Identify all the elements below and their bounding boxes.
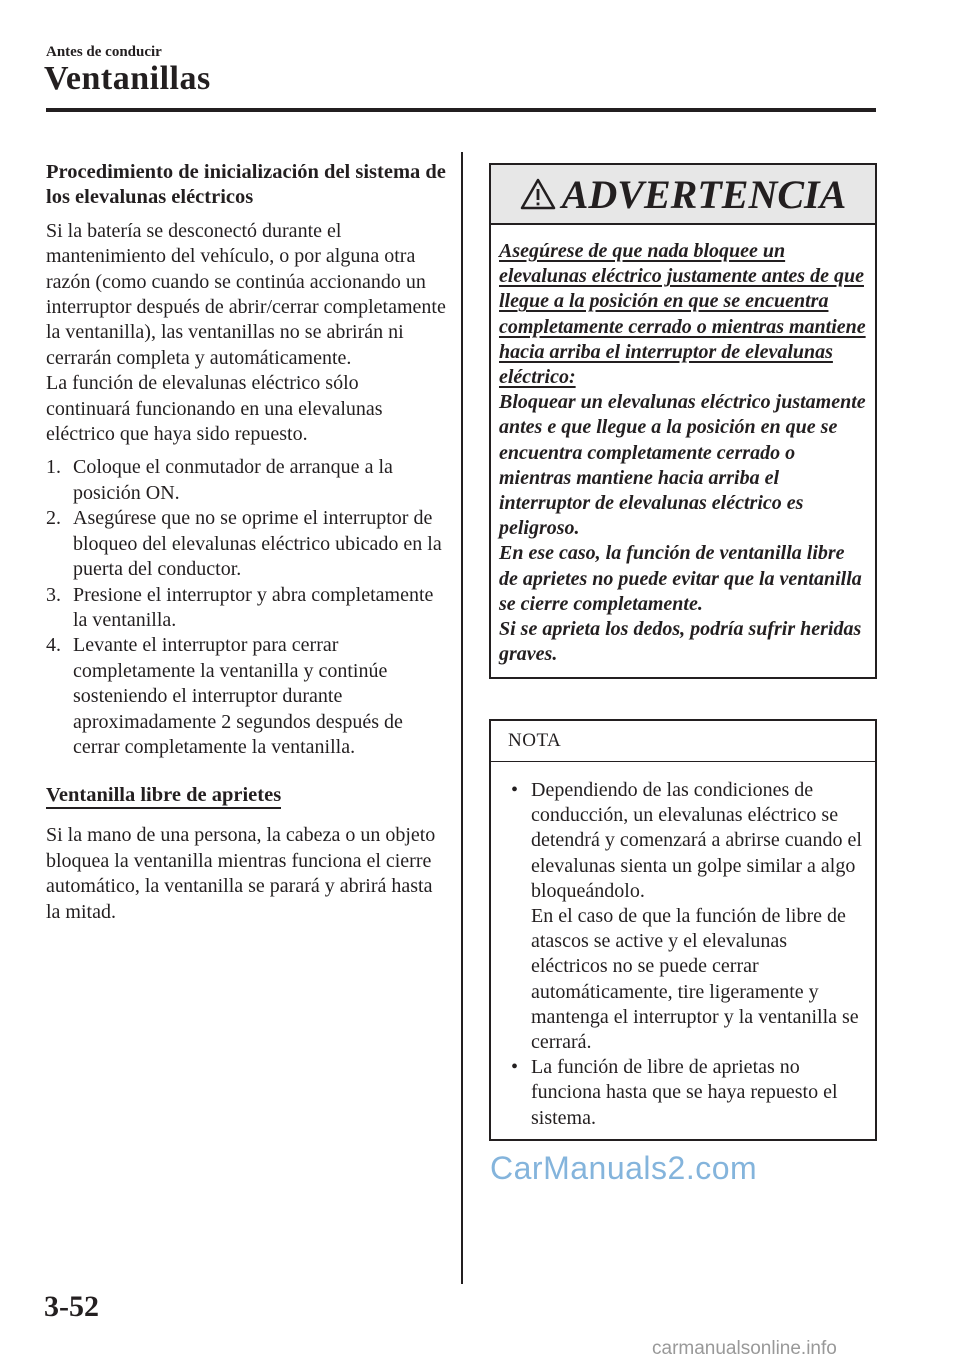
note-text: Dependiendo de las condiciones de conducción, un elevalunas eléctrico se detendrá y comenzará a abrirse cuando el elevalunas sienta un golpe similar a algo bloqueándolo. xyxy=(531,779,862,902)
step-number: 4. xyxy=(46,634,61,657)
step-number: 3. xyxy=(46,583,61,606)
section-heading: Procedimiento de inicialización del sistema de los elevalunas eléctricos xyxy=(46,161,446,209)
note-text: La función de libre de aprietas no funciona hasta que se haya repuesto el sistema. xyxy=(531,1056,838,1129)
warning-text: Bloquear un elevalunas eléctrico justamente antes e que llegue a la posición en que se encuentra completamente cerrado o mientras mantiene hacia arriba el interruptor de elevalunas eléctrico es peligroso. xyxy=(499,391,866,540)
body-paragraph: Si la mano de una persona, la cabeza o un objeto bloquea la ventanilla mientras funciona el cierre automático, la ventanilla se parará y abrirá hasta la mitad. xyxy=(46,824,436,923)
note-text: En el caso de que la función de libre de atascos se active y el elevalunas eléctricos no se puede cerrar automáticamente, tire ligeramente y mantenga el interruptor y la ventanilla se cerrará. xyxy=(531,905,859,1054)
note-item xyxy=(503,778,863,1055)
page-number: 3-52 xyxy=(44,1290,99,1323)
subsection-heading: Ventanilla libre de aprietes xyxy=(46,784,281,809)
intro-paragraph-2: La función de elevalunas eléctrico sólo continuará funcionando en una elevalunas eléctrico que haya sido repuesto. xyxy=(46,372,383,446)
bullet: • xyxy=(511,1056,519,1079)
watermark-logo: CarManuals2.com xyxy=(490,1150,758,1186)
steps-list xyxy=(46,455,446,760)
header-rule xyxy=(46,108,876,112)
warning-box xyxy=(489,163,877,679)
warning-body xyxy=(491,225,875,667)
step-item xyxy=(46,455,446,506)
step-text: Coloque el conmutador de arranque a la posición ON. xyxy=(73,456,393,504)
step-text: Levante el interruptor para cerrar completamente la ventanilla y continúe sosteniendo el interruptor durante aproximadamente 2 segundos después de cerrar completamente la ventanilla. xyxy=(73,634,403,758)
warning-text: En ese caso, la función de ventanilla libre de aprietes no puede evitar que la ventanilla se cierre completamente. xyxy=(499,542,862,615)
column-divider xyxy=(461,152,463,1284)
note-box xyxy=(489,719,877,1141)
note-body xyxy=(491,762,875,1131)
section-label: Antes de conducir xyxy=(46,44,162,60)
step-text: Asegúrese que no se oprime el interruptor de bloqueo del elevalunas eléctrico ubicado en la puerta del conductor. xyxy=(73,507,442,581)
warning-title: ADVERTENCIA xyxy=(561,171,847,217)
step-item xyxy=(46,506,446,582)
chapter-title: Ventanillas xyxy=(44,60,211,97)
note-title: NOTA xyxy=(491,721,875,762)
note-item xyxy=(503,1055,863,1131)
bullet: • xyxy=(511,779,519,801)
warning-header xyxy=(491,165,875,225)
warning-text: Si se aprieta los dedos, podría sufrir heridas graves. xyxy=(499,618,862,666)
step-item xyxy=(46,583,446,634)
warning-triangle-icon xyxy=(520,178,556,210)
left-column xyxy=(46,160,446,925)
step-text: Presione el interruptor y abra completamente la ventanilla. xyxy=(73,583,434,631)
warning-underlined-text: Asegúrese de que nada bloquee un elevalunas eléctrico justamente antes de que llegue a la posición en que se encuentra completamente cerrado o mientras mantiene hacia arriba el interruptor de elevalunas eléctrico: xyxy=(499,240,866,389)
step-item xyxy=(46,633,446,760)
step-number: 1. xyxy=(46,456,61,479)
step-number: 2. xyxy=(46,507,61,530)
site-watermark: carmanualsonline.info xyxy=(652,1338,837,1359)
intro-paragraph: Si la batería se desconectó durante el mantenimiento del vehículo, o por alguna otra razón (como cuando se continúa accionando un interruptor después de abrir/cerrar completamente la ventanilla), las ventanillas no se abrirán ni cerrarán completa y automáticamente. xyxy=(46,219,446,369)
